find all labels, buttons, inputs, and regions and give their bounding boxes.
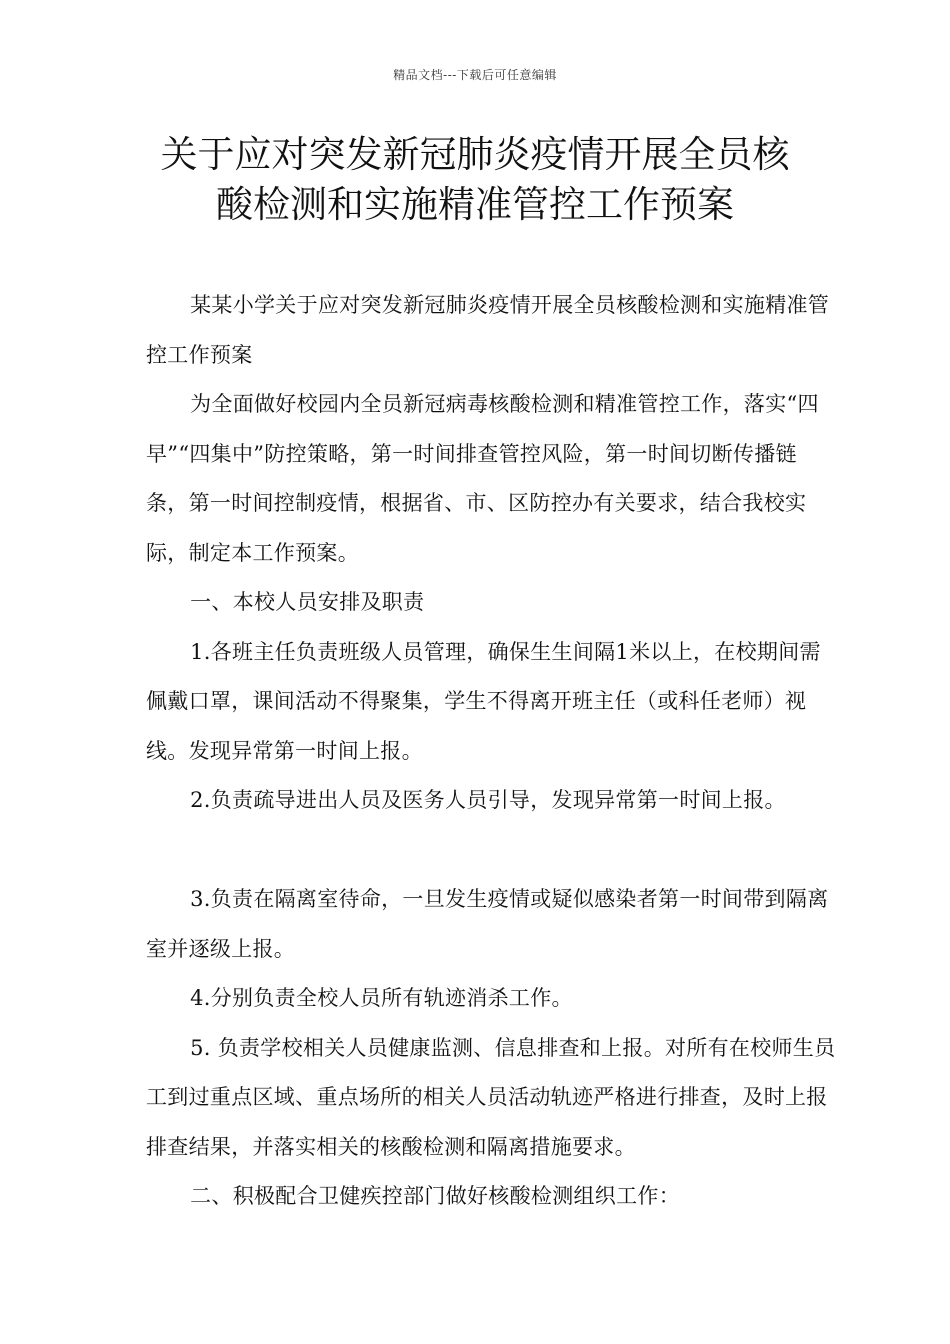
list-item-5: 5. 负责学校相关人员健康监测、信息排查和上报。对所有在校师生员工到过重点区域、重点场所的相关人员活动轨迹严格进行排查，及时上报排查结果，并落实相关的核酸检测和隔离措施要求。 — [146, 1035, 836, 1159]
title-line-1: 关于应对突发新冠肺炎疫情开展全员核 — [160, 133, 790, 176]
paragraph-intro: 某某小学关于应对突发新冠肺炎疫情开展全员核酸检测和实施精准管控工作预案 — [146, 293, 830, 367]
list-item-4: 4.分别负责全校人员所有轨迹消杀工作。 — [190, 986, 573, 1010]
list-item-3: 3.负责在隔离室待命，一旦发生疫情或疑似感染者第一时间带到隔离室并逐级上报。 — [146, 887, 829, 961]
list-item-1: 1.各班主任负责班级人员管理，确保生生间隔1米以上，在校期间需佩戴口罩，课间活动不得聚集，学生不得离开班主任（或科任老师）视线。发现异常第一时间上报。 — [146, 639, 821, 763]
document-body — [146, 281, 836, 1222]
document-title — [130, 130, 820, 230]
paragraph-purpose: 为全面做好校园内全员新冠病毒核酸检测和精准管控工作，落实“四早”“四集中”防控策略，第一时间排查管控风险，第一时间切断传播链条，第一时间控制疫情，根据省、市、区防控办有关要求，结合我校实际，制定本工作预案。 — [146, 392, 819, 565]
title-line-2: 酸检测和实施精准管控工作预案 — [216, 183, 734, 226]
section-heading-1: 一、本校人员安排及职责 — [190, 590, 425, 614]
header-note: 精品文档---下载后可任意编辑 — [393, 68, 557, 82]
list-item-2: 2.负责疏导进出人员及医务人员引导，发现异常第一时间上报。 — [190, 788, 786, 812]
section-heading-2: 二、积极配合卫健疾控部门做好核酸检测组织工作： — [190, 1184, 680, 1208]
